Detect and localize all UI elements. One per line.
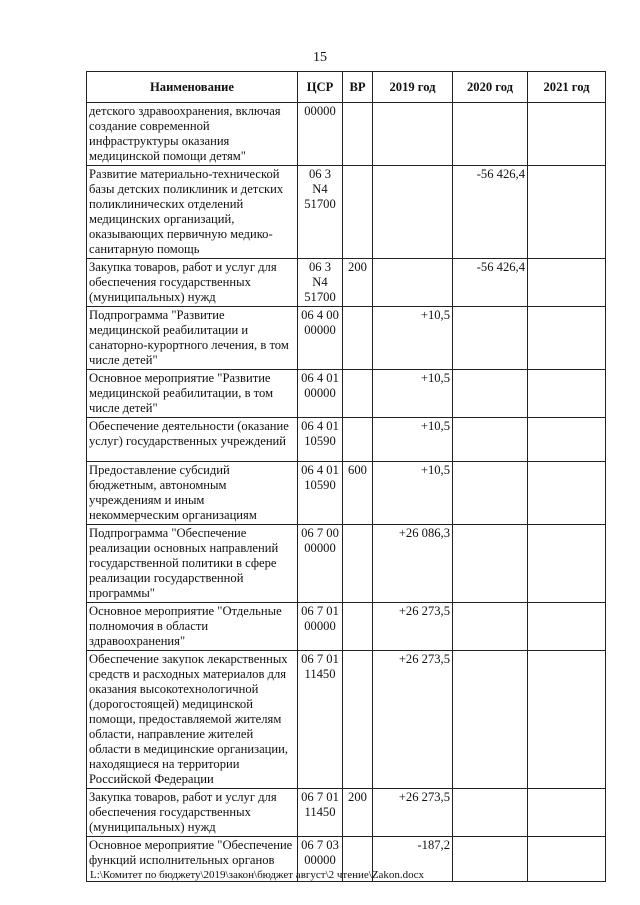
cell-csr: 06 7 01 00000 — [298, 603, 343, 651]
cell-2021 — [528, 837, 606, 882]
cell-2021 — [528, 525, 606, 603]
cell-2019: +26 086,3 — [373, 525, 453, 603]
cell-2021 — [528, 789, 606, 837]
cell-vr — [343, 418, 373, 462]
cell-vr — [343, 651, 373, 789]
col-header-vr: ВР — [343, 72, 373, 103]
cell-name: Основное мероприятие "Отдельные полномочия в области здравоохранения" — [87, 603, 298, 651]
cell-2021 — [528, 462, 606, 525]
cell-2021 — [528, 418, 606, 462]
cell-vr — [343, 103, 373, 166]
cell-2019: +10,5 — [373, 462, 453, 525]
cell-2019: +26 273,5 — [373, 651, 453, 789]
cell-name: Подпрограмма "Обеспечение реализации основных направлений государственной политики в сфере реализации государственной программы" — [87, 525, 298, 603]
cell-2019: +26 273,5 — [373, 603, 453, 651]
cell-2020 — [453, 525, 528, 603]
table-row — [87, 603, 606, 651]
table-row — [87, 166, 606, 259]
cell-name: Закупка товаров, работ и услуг для обеспечения государственных (муниципальных) нужд — [87, 789, 298, 837]
cell-csr: 06 7 01 11450 — [298, 651, 343, 789]
cell-csr: 06 4 01 10590 — [298, 462, 343, 525]
cell-2020: -56 426,4 — [453, 259, 528, 307]
cell-2020 — [453, 462, 528, 525]
table-row — [87, 103, 606, 166]
cell-name: Основное мероприятие "Развитие медицинской реабилитации, в том числе детей" — [87, 370, 298, 418]
page-number: 15 — [313, 50, 327, 65]
budget-table — [86, 71, 606, 882]
cell-2021 — [528, 259, 606, 307]
cell-csr: 06 7 00 00000 — [298, 525, 343, 603]
table-header-row — [87, 72, 606, 103]
cell-2020 — [453, 837, 528, 882]
cell-name: Обеспечение закупок лекарственных средств и расходных материалов для оказания высокотехнологичной (дорогостоящей) медицинской помощи, предоставляемой жителям области, направление жителей области в медицинские организации, находящиеся на территории Российской Федерации — [87, 651, 298, 789]
cell-2019: +10,5 — [373, 370, 453, 418]
table-row — [87, 462, 606, 525]
table-row — [87, 370, 606, 418]
cell-2019 — [373, 259, 453, 307]
cell-2021 — [528, 370, 606, 418]
col-header-csr: ЦСР — [298, 72, 343, 103]
cell-name: Развитие материально-технической базы детских поликлиник и детских поликлинических отделений медицинских организаций, оказывающих первичную медико-санитарную помощь — [87, 166, 298, 259]
cell-2020 — [453, 789, 528, 837]
cell-2020 — [453, 651, 528, 789]
cell-csr: 06 7 03 00000 — [298, 837, 343, 882]
table-row — [87, 525, 606, 603]
col-header-2020: 2020 год — [453, 72, 528, 103]
cell-vr — [343, 370, 373, 418]
cell-csr: 06 3 N4 51700 — [298, 166, 343, 259]
cell-name: Основное мероприятие "Обеспечение функций исполнительных органов — [87, 837, 298, 882]
col-header-name: Наименование — [87, 72, 298, 103]
cell-vr — [343, 525, 373, 603]
cell-name: Предоставление субсидий бюджетным, автономным учреждениям и иным некоммерческим организациям — [87, 462, 298, 525]
cell-2021 — [528, 103, 606, 166]
cell-2021 — [528, 307, 606, 370]
cell-csr: 06 4 01 10590 — [298, 418, 343, 462]
cell-vr — [343, 603, 373, 651]
cell-vr: 600 — [343, 462, 373, 525]
cell-2019 — [373, 166, 453, 259]
cell-2021 — [528, 166, 606, 259]
cell-2020 — [453, 603, 528, 651]
table-row — [87, 307, 606, 370]
col-header-2021: 2021 год — [528, 72, 606, 103]
table-row — [87, 651, 606, 789]
cell-2019: +26 273,5 — [373, 789, 453, 837]
cell-vr — [343, 166, 373, 259]
table-row — [87, 259, 606, 307]
cell-name: Обеспечение деятельности (оказание услуг) государственных учреждений — [87, 418, 298, 462]
cell-csr: 00000 — [298, 103, 343, 166]
cell-csr: 06 3 N4 51700 — [298, 259, 343, 307]
cell-vr: 200 — [343, 259, 373, 307]
cell-2020 — [453, 103, 528, 166]
footer-file-path: L:\Комитет по бюджету\2019\закон\бюджет август\2 чтение\Zakon.docx — [90, 869, 425, 881]
cell-csr: 06 4 00 00000 — [298, 307, 343, 370]
table-row — [87, 418, 606, 462]
cell-2019: -187,2 — [373, 837, 453, 882]
cell-csr: 06 4 01 00000 — [298, 370, 343, 418]
cell-2019 — [373, 103, 453, 166]
cell-2020 — [453, 418, 528, 462]
cell-2021 — [528, 603, 606, 651]
cell-name: детского здравоохранения, включая создание современной инфраструктуры оказания медицинской помощи детям" — [87, 103, 298, 166]
cell-name: Подпрограмма "Развитие медицинской реабилитации и санаторно-курортного лечения, в том числе детей" — [87, 307, 298, 370]
table-row — [87, 789, 606, 837]
cell-2019: +10,5 — [373, 307, 453, 370]
cell-csr: 06 7 01 11450 — [298, 789, 343, 837]
col-header-2019: 2019 год — [373, 72, 453, 103]
cell-2020 — [453, 307, 528, 370]
cell-2020: -56 426,4 — [453, 166, 528, 259]
cell-2019: +10,5 — [373, 418, 453, 462]
cell-name: Закупка товаров, работ и услуг для обеспечения государственных (муниципальных) нужд — [87, 259, 298, 307]
cell-vr — [343, 307, 373, 370]
cell-2021 — [528, 651, 606, 789]
cell-2020 — [453, 370, 528, 418]
cell-vr: 200 — [343, 789, 373, 837]
